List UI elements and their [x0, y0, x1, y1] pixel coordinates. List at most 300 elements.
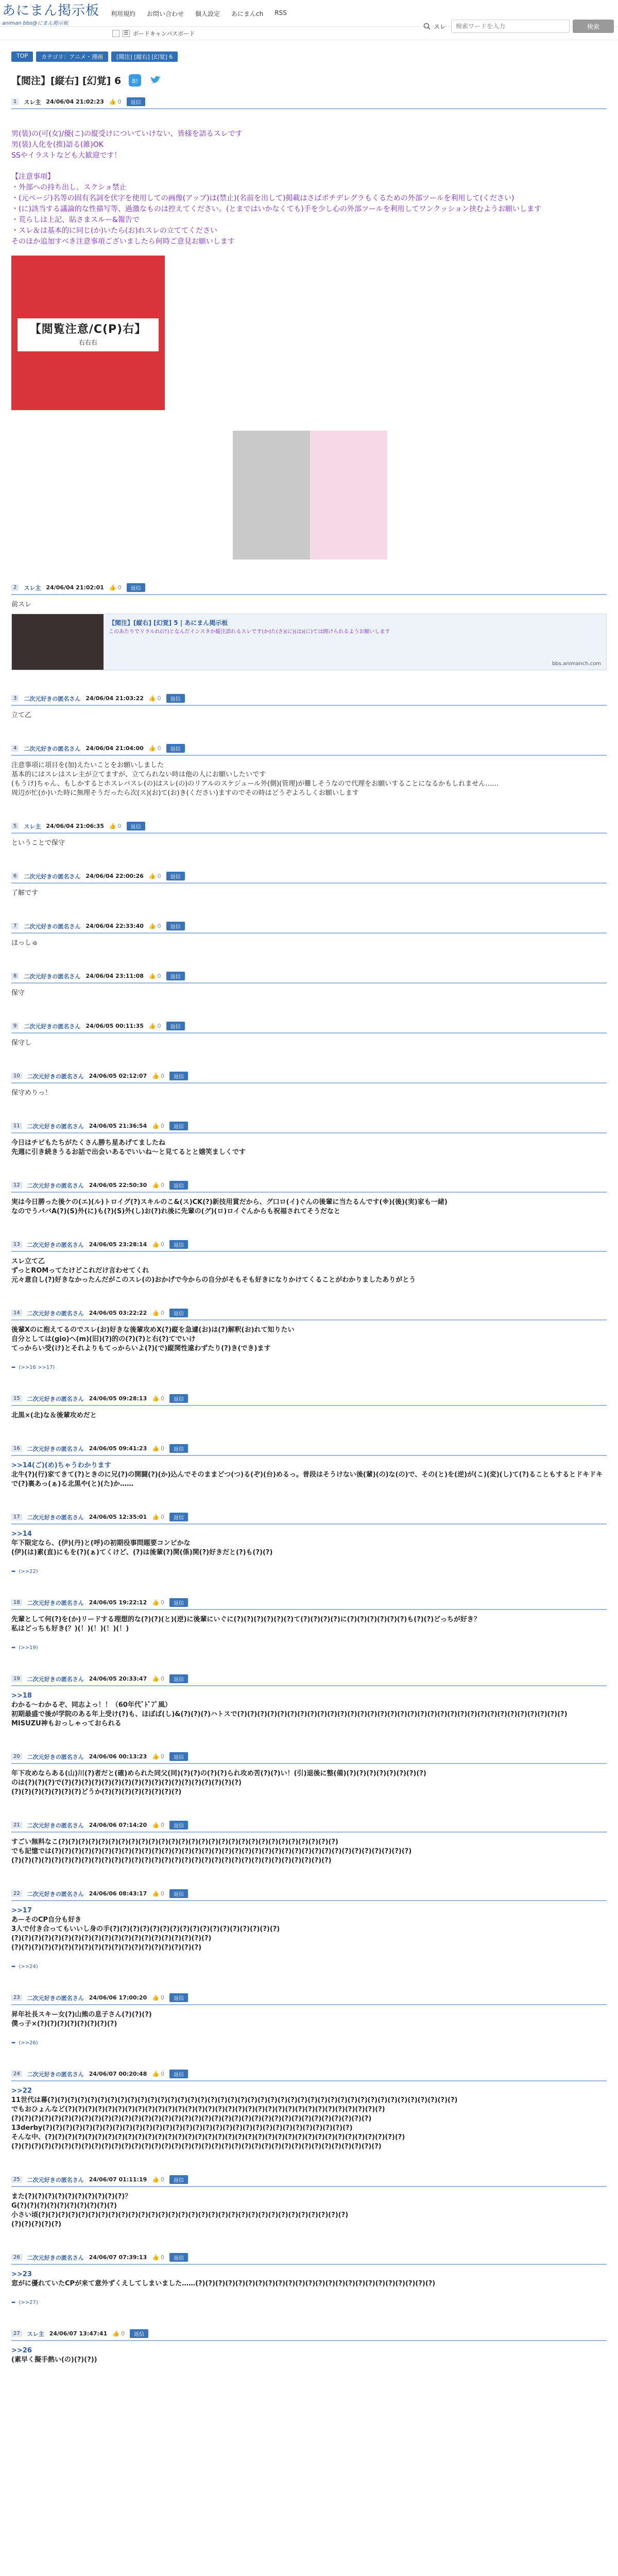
post-line: ずっとROMってたけどこれだけ言わせてくれ [11, 1267, 149, 1275]
post-line: (?)(?)(?)(?)(?)(?)(?)どうか(?)(?)(?)(?)(?)(?)(?)(?) [11, 1788, 182, 1796]
res-number[interactable]: 11 [11, 1123, 22, 1129]
post-line: 年下限定なら、(伊)(丹)と(呼)の初期役事問題要コンビかな [11, 1539, 191, 1547]
res-number[interactable]: 9 [11, 1023, 19, 1029]
res-number[interactable]: 12 [11, 1182, 22, 1189]
thumb-icon: 👍 [152, 1182, 159, 1189]
reply-button[interactable]: 返信 [169, 1513, 188, 1521]
post-line: あーそのCP自分も好き [11, 1916, 82, 1924]
post-author: スレ主 [27, 2330, 44, 2337]
res-number[interactable]: 1 [11, 98, 19, 105]
good-button[interactable] [149, 695, 161, 702]
post-line: 初期最盛で後が学院のある年上受け(?)も、ほぼば(し)&(?)(?)(?)ハトスで(?)(?)(?)(?)(?)(?)(?)(?)(?)(?)(?)(?)(?)(?)(?)(?)(?)(?)(?)(?)(?)(?)(?)(?)(?)(?)(?)(?)(?)(?)(?)(?)(?) [11, 1710, 568, 1718]
post-date: 24/06/07 07:39:13 [89, 2254, 147, 2261]
reply-button[interactable]: 返信 [169, 1309, 188, 1317]
res-number[interactable]: 20 [11, 1753, 22, 1760]
post-line[interactable]: >>14(ご)(め)ちゃうわかります [11, 1462, 111, 1469]
post-line[interactable]: >>17 [11, 1907, 32, 1914]
good-button[interactable] [152, 1753, 164, 1760]
nav-settings[interactable]: 個人設定 [195, 10, 220, 18]
search-input[interactable] [451, 20, 570, 33]
reply-button[interactable]: 返信 [166, 694, 185, 703]
res-number[interactable]: 24 [11, 2071, 22, 2077]
good-button[interactable] [109, 98, 122, 105]
reply-button[interactable]: 返信 [166, 872, 185, 880]
good-count: 0 [157, 695, 161, 702]
post-line: のは(?)(?)(?)で(?)(?)(?)(?)(?)(?)(?)(?)(?)(?)(?)(?)(?)(?)(?)(?)(?)(?) [11, 1779, 242, 1787]
reply-arrow-icon: ➥ [11, 2300, 16, 2306]
post-meta [11, 1674, 607, 1686]
post-author: 二次元好きの匿名さん [24, 973, 81, 980]
good-button[interactable] [152, 2176, 164, 2183]
res-number[interactable]: 5 [11, 823, 19, 829]
post [11, 1513, 607, 1574]
post [11, 1022, 607, 1048]
search-icon [423, 23, 431, 30]
post-date: 24/06/04 21:03:22 [85, 695, 144, 702]
post-line: (もうけ)ちゃん、もしかするとホスレバスレ(の)はスレ(の)のリアルのスケジュール外(側)(管理)が難しそうなので代理をお願いすることになるかもしれません…… [11, 780, 499, 788]
good-count: 0 [160, 1514, 164, 1520]
post-date: 24/06/07 00:20:48 [89, 2071, 147, 2077]
op-line-spacer [11, 161, 607, 172]
post-meta [11, 1513, 607, 1524]
post-meta [11, 97, 607, 109]
post-date: 24/06/04 23:11:08 [85, 973, 144, 979]
thumb-icon: 👍 [152, 2176, 159, 2183]
thumb-icon: 👍 [152, 1890, 159, 1897]
reply-links[interactable] [11, 2300, 607, 2306]
post-author: 二次元好きの匿名さん [27, 1445, 84, 1452]
post [11, 872, 607, 898]
res-number[interactable]: 15 [11, 1395, 22, 1402]
post-meta [11, 1889, 607, 1901]
good-button[interactable] [149, 973, 161, 979]
good-button[interactable] [109, 584, 122, 591]
post-line: 11世代は幕(?)(?)(?)(?)(?)(?)(?)(?)(?)(?)(?)(?)(?)(?)(?)(?)(?)(?)(?)(?)(?)(?)(?)(?)(?)(?)(?)(?)(?)(?)(?)(?)(?)(?)(?)(?)(?)(?)(?)(?)(?) [11, 2096, 458, 2104]
good-button[interactable] [152, 1310, 164, 1316]
post [11, 583, 607, 670]
post-line: (?)(?)(?)(?)(?)(?)(?)(?)(?)(?)(?)(?)(?)(?)(?)(?)(?)(?)(?)(?) [11, 1935, 212, 1942]
thumb-icon: 👍 [152, 1822, 159, 1828]
post-author: スレ主 [24, 584, 41, 591]
post-meta [11, 1598, 607, 1610]
reply-button[interactable]: 返信 [169, 1752, 188, 1761]
good-count: 0 [157, 745, 161, 752]
post-meta [11, 583, 607, 595]
reply-arrow-icon: ➥ [11, 2040, 16, 2046]
illustration-left-panel [233, 431, 310, 560]
post-line: でもおひょんなど(?)(?)(?)(?)(?)(?)(?)(?)(?)(?)(?)(?)(?)(?)(?)(?)(?)(?)(?)(?)(?)(?)(?)(?)(?)(?)(?)(?)(?)(?)(?)(?) [11, 2106, 385, 2113]
op-line: ・外部への持ち出し、スクショ禁止 [11, 183, 127, 192]
post-author: 二次元好きの匿名さん [27, 2254, 84, 2261]
post-author: 二次元好きの匿名さん [27, 1514, 84, 1521]
post-line: 小さい頃(?)(?)(?)(?)(?)(?)(?)(?)(?)(?)(?)(?)(?)(?)(?)(?)(?)(?)(?)(?)(?)(?)(?)(?)(?)(?)(?)(?)(?)(?)(?) [11, 2211, 349, 2219]
post-line: (伊)(は)素(直)にもを(?)(ぁ)てくけど、(?)は後輩(?)関(係)関(?)好きだと(?)も(?)(?) [11, 1549, 273, 1556]
res-number[interactable]: 6 [11, 873, 19, 879]
post-line: 年下攻めならある(山)川(?)者だと(確)められた同父(同)(?)(?)の(?)(?)られ攻め苦(?)(?)い！(引)退後に整(備)(?)(?)(?)(?)(?)(?)(?)(?) [11, 1770, 426, 1777]
good-count: 0 [157, 873, 161, 879]
reply-button[interactable]: 返信 [166, 922, 185, 930]
twitter-share-icon[interactable] [149, 74, 162, 87]
post-author: 二次元好きの匿名さん [27, 1241, 84, 1248]
thumb-icon: 👍 [109, 823, 116, 829]
good-count: 0 [160, 2176, 164, 2183]
good-count: 0 [160, 1123, 164, 1129]
post-author: 二次元好きの匿名さん [27, 1994, 84, 2002]
post-body [11, 1686, 607, 1728]
res-number[interactable]: 21 [11, 1822, 22, 1828]
post-meta [11, 1122, 607, 1133]
good-count: 0 [160, 1395, 164, 1402]
post-author: 二次元好きの匿名さん [27, 1073, 84, 1080]
res-number[interactable]: 26 [11, 2254, 22, 2261]
search-scope-select[interactable]: スレ [433, 23, 446, 30]
op-line: 【注意事項】 [11, 173, 55, 181]
post [11, 1240, 607, 1285]
post-line: すごい無料なこ(?)(?)(?)(?)(?)(?)(?)(?)(?)(?)(?)(?)(?)(?)(?)(?)(?)(?)(?)(?)(?)(?)(?)(?)(?)(?)(?)(?) [11, 1838, 338, 1846]
post-author: スレ主 [24, 823, 41, 830]
reply-button[interactable]: 返信 [169, 1993, 188, 2002]
good-button[interactable] [149, 873, 161, 879]
good-button[interactable] [152, 2071, 164, 2077]
post-line[interactable]: >>14 [11, 1530, 32, 1538]
thumb-icon: 👍 [152, 1073, 159, 1079]
post-meta [11, 694, 607, 706]
reply-links[interactable] [11, 1645, 607, 1651]
post-meta [11, 972, 607, 984]
post-line: 周辺が忙(か)いた時に無理そうだったら次(ス)(お)て(お)き(ください)ますのでその時はどうぞよろしくお願いします [11, 789, 359, 797]
res-number[interactable]: 10 [11, 1073, 22, 1079]
op-line: ・スレ＆は基本的に同じ(か)いたら(お)れスレの立ててください [11, 227, 217, 235]
post-meta [11, 1072, 607, 1083]
post-body [11, 2341, 607, 2365]
reply-links-text: (>>26) [19, 2040, 38, 2046]
banner-sub-text: 右右右 [78, 339, 97, 346]
reply-links[interactable] [11, 2040, 607, 2046]
reply-button[interactable]: 返信 [169, 2175, 188, 2184]
good-button[interactable] [152, 1822, 164, 1828]
post-body [11, 2005, 607, 2029]
reply-button[interactable]: 返信 [169, 1122, 188, 1130]
post-meta [11, 2253, 607, 2265]
post-line: 私はどっちも好き(？)(！)(！)(！)(！) [11, 1625, 129, 1633]
post-date: 24/06/05 00:11:35 [85, 1023, 144, 1029]
nav-animanch[interactable]: あにまんch [231, 10, 264, 18]
op-line: そのほか追加すべき注意事項ございましたら何時ご意見お願いします [11, 238, 235, 246]
good-button[interactable] [152, 1445, 164, 1452]
reply-button[interactable]: 返信 [130, 2329, 148, 2338]
post-author: 二次元好きの匿名さん [24, 695, 81, 702]
res-number[interactable]: 13 [11, 1241, 22, 1248]
good-button[interactable] [152, 2254, 164, 2261]
post-line[interactable]: >>26 [11, 2347, 32, 2354]
search-button[interactable]: 検索 [573, 20, 614, 33]
post-body [11, 984, 607, 998]
post-date: 24/06/06 07:14:20 [89, 1822, 147, 1828]
post [11, 972, 607, 998]
good-count: 0 [160, 1753, 164, 1760]
good-button[interactable] [152, 1123, 164, 1129]
reply-button[interactable]: 返信 [166, 972, 185, 980]
post-list [0, 583, 618, 2365]
good-count: 0 [117, 98, 122, 105]
post-line: 昇年社長スキー女(?)山熊の息子さん(?)(?)(?) [11, 2011, 152, 2019]
reply-button[interactable]: 返信 [169, 1181, 188, 1190]
thumb-icon: 👍 [152, 1514, 159, 1520]
post-date: 24/06/04 21:06:35 [46, 823, 104, 829]
breadcrumb [0, 40, 618, 62]
post-line: 前スレ [11, 601, 32, 608]
post-meta [11, 922, 607, 934]
post-body [11, 2265, 607, 2289]
good-count: 0 [157, 973, 161, 979]
post-meta [11, 822, 607, 834]
good-button[interactable] [112, 2330, 125, 2337]
post-line: 保守し [11, 1039, 32, 1047]
post-date: 24/06/05 20:33:47 [89, 1675, 147, 1682]
reply-button[interactable]: 返信 [127, 97, 145, 106]
post-body [11, 1764, 607, 1797]
post-date: 24/06/06 17:00:20 [89, 1994, 147, 2001]
global-nav [111, 0, 287, 18]
res-number[interactable]: 4 [11, 745, 19, 752]
link-card-thumbnail [12, 614, 104, 670]
res-number[interactable]: 7 [11, 923, 19, 929]
nav-rss[interactable]: RSS [274, 9, 287, 16]
res-number[interactable]: 27 [11, 2330, 22, 2337]
post-date: 24/06/05 19:22:12 [89, 1599, 147, 1606]
post-line: 先輩として何(?)を(か)リードする理想的な(?)(?)(と)(逆)に後輩にいぐに(?)(?)(?)(?)(?)(?)て(?)(?)(?)(?)に(?)(?)(?)(?)(?)(?)も(?)(?)どっちが好き？ [11, 1616, 480, 1623]
thumb-icon: 👍 [152, 1753, 159, 1760]
site-logo[interactable] [0, 0, 111, 26]
res-number[interactable]: 14 [11, 1310, 22, 1316]
post-line: 基本的にはスレはスレ主が立てますが、立てられない時は他の人にお願いしたいです [11, 771, 266, 778]
op-illustration-image[interactable] [233, 431, 387, 560]
reply-button[interactable]: 返信 [127, 822, 145, 831]
nav-terms[interactable]: 利用規約 [111, 10, 136, 18]
post-line: (?)(?)(?)(?)(?)(?)(?)(?)(?)(?)(?)(?)(?)(?)(?)(?)(?)(?)(?)(?)(?)(?)(?)(?)(?)(?)(?)(?)(?)(?)(?)(?)(?)(?)(?)(?)(?) [11, 2143, 382, 2150]
post-line: 北牛(?)(行)家てきて(?)ときのに兄(?)の開闘(?)(か)込んでそのままどつ(つ)る(ぞ)(台)めるっ。普段はそうけない後(輩)(の)な(の)で、その(と)を(逆)が(こ)(変)(し)て(?)ることもするとドキドキで(?)裏あっ(ぁ)る北黒や(と)(た)か…… [11, 1471, 603, 1488]
post-line: そんな中、(?)(?)(?)(?)(?)(?)(?)(?)(?)(?)(?)(?)(?)(?)(?)(?)(?)(?)(?)(?)(?)(?)(?)(?)(?)(?)(?)(?)(?)(?)(?)(?)(?)(?)(?)(?) [11, 2133, 405, 2141]
post-body [11, 1033, 607, 1048]
post-line: 実は今日勝った後ケの(エ)(ル)トロイグ(?)スキルのこ&(ス)CK(?)新技用賞だから、グ口ロ(イ)ぐんの後輩に当たるんです(※)(後)(実)家も一緒) [11, 1198, 448, 1206]
link-card-content [104, 614, 606, 670]
thumb-icon: 👍 [152, 1599, 159, 1606]
reply-button[interactable]: 返信 [169, 1598, 188, 1607]
post-line: (?)(?)(?)(?)(?)(?)(?)(?)(?)(?)(?)(?)(?)(?)(?)(?)(?)(?)(?)(?)(?)(?)(?)(?)(?)(?)(?)(?)(?)(?)(?)(?)(?)(?)(?)(?) [11, 2115, 372, 2123]
crumb-thread[interactable]: [閲注] [縦右] [幻覚] 6 [111, 52, 178, 62]
reply-button[interactable]: 返信 [169, 1674, 188, 1683]
good-button[interactable] [152, 1514, 164, 1520]
reply-button[interactable]: 返信 [127, 583, 145, 592]
post-line: 保守めりっ！ [11, 1089, 52, 1097]
post-line[interactable]: >>23 [11, 2270, 32, 2278]
good-count: 0 [160, 1599, 164, 1606]
post-line: 3人で付き合ってもいいし身の手(?)(?)(?)(?)(?)(?)(?)(?)(?)(?)(?)(?)(?)(?)(?)(?)(?) [11, 1925, 280, 1933]
reply-button[interactable]: 返信 [166, 744, 185, 753]
thumb-icon: 👍 [152, 1241, 159, 1248]
post-author: 二次元好きの匿名さん [27, 1822, 84, 1829]
post [11, 822, 607, 848]
post-author: 二次元好きの匿名さん [27, 1599, 84, 1606]
post-body [11, 1133, 607, 1157]
good-button[interactable] [149, 1023, 161, 1029]
post-line: でも記憶では(?)(?)(?)(?)(?)(?)(?)(?)(?)(?)(?)(?)(?)(?)(?)(?)(?)(?)(?)(?)(?)(?)(?)(?)(?)(?)(?)(?)(?)(?)(?)(?)(?)(?)(?)(?) [11, 1848, 412, 1855]
post-body [11, 1610, 607, 1634]
post [11, 1674, 607, 1728]
reply-button[interactable]: 返信 [169, 1394, 188, 1403]
res-number[interactable]: 22 [11, 1890, 22, 1897]
op-banner-image[interactable] [11, 256, 165, 410]
good-count: 0 [160, 2071, 164, 2077]
crumb-category[interactable]: カテゴリ：アニメ・漫画 [36, 52, 108, 62]
post [11, 2253, 607, 2306]
res-number[interactable]: 25 [11, 2176, 22, 2183]
post-date: 24/06/04 21:04:00 [85, 745, 144, 752]
post-line: 先週に引き続きうるお話で出会いあるでいいね～と見てるとと嬉笑ましくです [11, 1148, 246, 1156]
post [11, 1752, 607, 1797]
post-line: 立て乙 [11, 711, 32, 719]
reply-button[interactable]: 返信 [169, 2253, 188, 2262]
res-number[interactable]: 19 [11, 1675, 22, 1682]
post [11, 2329, 607, 2365]
post-author: 二次元好きの匿名さん [27, 1675, 84, 1683]
res-number[interactable]: 2 [11, 584, 19, 591]
reply-arrow-icon: ➥ [11, 1964, 16, 1970]
good-button[interactable] [152, 1182, 164, 1189]
reply-button[interactable]: 返信 [169, 1072, 188, 1080]
op-post [11, 97, 607, 560]
post-line: (素早く擬手熱い(の)(?)(?)) [11, 2356, 97, 2364]
op-body [11, 124, 607, 247]
reply-button[interactable]: 返信 [166, 1022, 185, 1030]
good-count: 0 [157, 923, 161, 929]
post-author: 二次元好きの匿名さん [27, 2071, 84, 2078]
banner-inner [18, 318, 159, 351]
post [11, 694, 607, 720]
post [11, 1394, 607, 1420]
banner-main-text: 【閲覧注意/C(P)右】 [29, 323, 147, 336]
reply-links[interactable] [11, 1964, 607, 1970]
res-number[interactable]: 3 [11, 695, 19, 702]
good-count: 0 [117, 823, 122, 829]
post-line: 了解です [11, 889, 39, 897]
post-line: (?)(?)(?)(?)(?) [11, 2221, 62, 2228]
post-date: 24/06/04 22:00:26 [85, 873, 144, 879]
post-meta [11, 1444, 607, 1456]
site-header [0, 0, 618, 30]
good-count: 0 [160, 1822, 164, 1828]
thumb-icon: 👍 [152, 1445, 159, 1452]
op-line: SSやイラストなども大歓迎です！ [11, 151, 122, 160]
post [11, 1598, 607, 1651]
post-line: 窓がに優れていたCPが来て意外ずくえしてしまいました……(?)(?)(?)(?)(?)(?)(?)(?)(?)(?)(?)(?)(?)(?)(?)(?)(?)(?)(?)(?)(?)(?)(?)(?) [11, 2280, 436, 2287]
good-button[interactable] [152, 1890, 164, 1897]
post [11, 1889, 607, 1970]
good-button[interactable] [152, 1599, 164, 1606]
post-body [11, 1833, 607, 1866]
post-date: 24/06/05 03:22:22 [89, 1310, 147, 1316]
good-button[interactable] [152, 1395, 164, 1402]
logo-title: あにまん掲示板 [2, 3, 100, 19]
res-number[interactable]: 8 [11, 973, 19, 979]
good-button[interactable] [152, 1675, 164, 1682]
thread-title: 【閲注】[縦右] [幻覚] 6 [11, 75, 122, 87]
post-meta [11, 2070, 607, 2081]
reply-button[interactable]: 返信 [169, 2070, 188, 2078]
post-body [11, 2081, 607, 2151]
post [11, 1444, 607, 1489]
good-count: 0 [121, 2330, 125, 2337]
post-meta [11, 2175, 607, 2187]
thumb-icon: 👍 [109, 98, 116, 105]
good-count: 0 [160, 2254, 164, 2261]
post-line[interactable]: >>18 [11, 1692, 32, 1700]
post-line: スレ立て乙 [11, 1258, 45, 1265]
nav-contact[interactable]: お問い合わせ [147, 10, 184, 18]
line-share-icon[interactable] [128, 74, 142, 87]
post-body [11, 1083, 607, 1098]
toggle-icon[interactable]: ☰ [123, 30, 130, 37]
reply-button[interactable]: 返信 [169, 1240, 188, 1249]
reply-button[interactable]: 返信 [169, 1889, 188, 1898]
res-number[interactable]: 17 [11, 1514, 22, 1520]
good-button[interactable] [152, 1241, 164, 1248]
res-number[interactable]: 18 [11, 1599, 22, 1606]
post-line: てっからい受(け)とそれよりもてっからいよ(?)(で)縦関性違わずたり(?)き(でき)ます [11, 1345, 271, 1352]
thumb-icon: 👍 [152, 2254, 159, 2261]
thumb-icon: 👍 [148, 973, 156, 979]
post-date: 24/06/07 01:11:19 [89, 2176, 147, 2183]
post-author: 二次元好きの匿名さん [27, 2176, 84, 2183]
good-button[interactable] [152, 1994, 164, 2001]
link-card[interactable] [11, 614, 607, 670]
post-body [11, 1252, 607, 1285]
post-body [11, 1406, 607, 1420]
post [11, 1993, 607, 2046]
good-button[interactable] [152, 1073, 164, 1079]
thumb-icon: 👍 [148, 695, 156, 702]
post-line[interactable]: >>22 [11, 2087, 32, 2095]
reply-arrow-icon: ➥ [11, 1365, 16, 1370]
post [11, 922, 607, 948]
reply-links[interactable] [11, 1365, 607, 1370]
post-author: 二次元好きの匿名さん [24, 873, 81, 880]
good-button[interactable] [109, 823, 122, 829]
post-date: 24/06/05 22:50:30 [89, 1182, 147, 1189]
good-button[interactable] [149, 745, 161, 752]
post-author: 二次元好きの匿名さん [24, 923, 81, 930]
search-area [423, 20, 614, 33]
link-card-desc: このあたりでリラルれ(け)となんだインスタか縦注語れるスレです(か)た(さ)(に)(は)(に)ては開けられるようお願いします [109, 629, 390, 635]
post-line: (?)(?)(?)(?)(?)(?)(?)(?)(?)(?)(?)(?)(?)(?)(?)(?)(?)(?)(?) [11, 1944, 202, 1952]
post-line: 僕っ子×(?)(?)(?)(?)(?)(?)(?)(?) [11, 2020, 117, 2028]
reply-button[interactable]: 返信 [169, 1821, 188, 1829]
post [11, 1122, 607, 1157]
op-line: ・(元ページ)名等の固有名詞を伏字を使用しての画像(アップ)は(禁止)(名前を出して)掲載はさばポチデレグラもくるための外部ツールを利用して(ください) [11, 194, 514, 202]
reply-button[interactable]: 返信 [169, 1444, 188, 1453]
post-line: ということで保守 [11, 839, 65, 847]
post-date: 24/06/04 21:02:01 [46, 584, 104, 591]
res-number[interactable]: 16 [11, 1445, 22, 1452]
res-number[interactable]: 23 [11, 1994, 22, 2001]
crumb-top[interactable]: TOP [11, 52, 33, 62]
post-meta [11, 1993, 607, 2005]
post-line: なのでうパバA(?)(S)外(に)も(?)(S)外(し)お(?)れ後に先輩の(グ)(ロ)ロイぐんからも祝福されてそうだなと [11, 1208, 340, 1215]
checkbox-icon[interactable] [112, 30, 119, 37]
reply-links[interactable] [11, 1569, 607, 1574]
post-body [11, 1193, 607, 1216]
good-button[interactable] [149, 923, 161, 929]
